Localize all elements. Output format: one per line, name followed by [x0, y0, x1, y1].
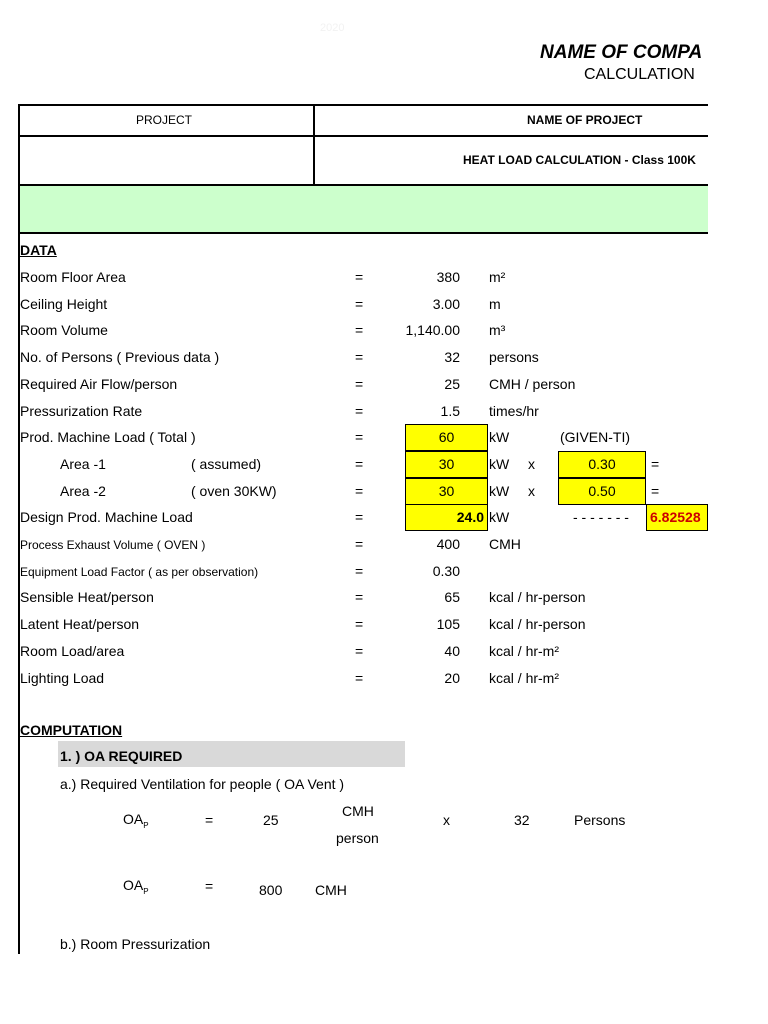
row-unit: kcal / hr-m² — [489, 670, 559, 686]
row-dashes: - - - - - - - — [573, 509, 629, 525]
row-value: 20 — [444, 670, 460, 686]
row-label: Room Floor Area — [20, 269, 126, 285]
row-value: 40 — [444, 643, 460, 659]
row-label: Prod. Machine Load ( Total ) — [20, 429, 196, 445]
formula1-equals: = — [205, 812, 214, 828]
green-banner — [20, 186, 708, 232]
yellow-value-cell — [405, 478, 488, 505]
row-unit: kW — [489, 509, 510, 525]
row-unit: kcal / hr-person — [489, 616, 586, 632]
row-unit: kcal / hr-m² — [489, 643, 559, 659]
row-value: 32 — [444, 349, 460, 365]
row-equals: = — [355, 643, 364, 659]
row-equals: = — [355, 429, 364, 445]
row-value: 60 — [438, 429, 455, 445]
row-equals: = — [355, 403, 364, 419]
table-row-divider — [18, 135, 708, 137]
row-label: Ceiling Height — [20, 296, 108, 312]
row-unit: CMH — [489, 536, 521, 552]
row-qualifier: ( oven 30KW) — [191, 483, 277, 499]
row-unit: m² — [489, 269, 506, 285]
formula2-equals: = — [205, 878, 214, 894]
row-value: 1.5 — [440, 403, 460, 419]
faint-header-text: 2020 — [320, 22, 345, 34]
row-value: 65 — [444, 589, 460, 605]
yellow-value-cell — [405, 424, 488, 451]
row-equals: = — [355, 589, 364, 605]
project-label: PROJECT — [136, 113, 193, 127]
oa-required-heading: 1. ) OA REQUIRED — [60, 748, 183, 764]
calculation-title: CALCULATION — [584, 66, 695, 83]
row-note: (GIVEN-TI) — [560, 429, 630, 445]
row-equals: = — [355, 483, 364, 499]
row-label: Required Air Flow/person — [20, 376, 178, 392]
row-unit: times/hr — [489, 403, 539, 419]
table-top-border — [18, 104, 708, 106]
row-label: Area -1 — [60, 456, 106, 472]
row-equals-2: = — [651, 483, 660, 499]
factor-value: 0.30 — [588, 456, 616, 472]
row-times: x — [528, 483, 535, 499]
row-value: 1,140.00 — [405, 322, 460, 338]
computation-title: COMPUTATION — [20, 722, 123, 738]
row-label: Sensible Heat/person — [20, 589, 154, 605]
row-label: Area -2 — [60, 483, 106, 499]
factor-cell — [558, 451, 646, 478]
row-value: 30 — [438, 456, 455, 472]
row-value: 30 — [438, 483, 455, 499]
formula1-times: x — [443, 812, 450, 828]
row-value: 24.0 — [456, 509, 484, 525]
formula1-symbol: $OA_P$ — [123, 811, 149, 830]
row-equals: = — [355, 456, 364, 472]
row-equals: = — [355, 509, 364, 525]
row-equals: = — [355, 536, 364, 552]
data-section-title: DATA — [20, 242, 57, 258]
row-label: Room Volume — [20, 322, 108, 338]
row-equals: = — [355, 269, 364, 285]
row-value: 25 — [444, 376, 460, 392]
factor-value: 0.50 — [588, 483, 616, 499]
result-value: 6.82528 — [650, 509, 701, 525]
row-equals: = — [355, 616, 364, 632]
row-times: x — [528, 456, 535, 472]
row-unit: kcal / hr-person — [489, 589, 586, 605]
row-value: 400 — [436, 536, 460, 552]
project-name: NAME OF PROJECT — [527, 113, 643, 127]
row-equals-2: = — [651, 456, 660, 472]
row-value: 105 — [436, 616, 460, 632]
row-unit: kW — [489, 429, 510, 445]
row-label: Pressurization Rate — [20, 403, 143, 419]
formula1-value: 25 — [263, 812, 279, 828]
row-label: Process Exhaust Volume ( OVEN ) — [20, 538, 206, 552]
result-cell — [646, 504, 708, 531]
row-equals: = — [355, 322, 364, 338]
row-unit: m³ — [489, 322, 506, 338]
row-qualifier: ( assumed) — [191, 456, 262, 472]
formula1-unit-top: CMH — [342, 803, 374, 819]
ventilation-subheading: a.) Required Ventilation for people ( OA Vent ) — [60, 776, 345, 792]
row-unit: persons — [489, 349, 539, 365]
table-column-divider — [313, 104, 315, 186]
factor-cell — [558, 478, 646, 505]
formula1-unit-bottom: person — [336, 830, 379, 846]
formula1-count-unit: Persons — [574, 812, 626, 828]
row-label: Latent Heat/person — [20, 616, 140, 632]
row-label: Design Prod. Machine Load — [20, 509, 193, 525]
row-unit: kW — [489, 456, 510, 472]
pressurization-subheading: b.) Room Pressurization — [60, 936, 211, 952]
row-equals: = — [355, 670, 364, 686]
yellow-value-cell — [405, 504, 488, 531]
row-unit: CMH / person — [489, 376, 576, 392]
row-label: Room Load/area — [20, 643, 125, 659]
table-bottom-border — [18, 232, 708, 234]
row-unit: m — [489, 296, 501, 312]
row-label: No. of Persons ( Previous data ) — [20, 349, 220, 365]
row-label: Lighting Load — [20, 670, 105, 686]
row-value: 0.30 — [432, 563, 460, 579]
formula2-value: 800 — [259, 882, 283, 898]
row-equals: = — [355, 296, 364, 312]
row-equals: = — [355, 349, 364, 365]
formula2-symbol: $OA_P$ — [123, 877, 149, 896]
company-name: NAME OF COMPA — [540, 42, 703, 63]
row-unit: kW — [489, 483, 510, 499]
yellow-value-cell — [405, 451, 488, 478]
formula2-unit: CMH — [315, 882, 347, 898]
row-equals: = — [355, 563, 364, 579]
row-equals: = — [355, 376, 364, 392]
row-label: Equipment Load Factor ( as per observation) — [20, 565, 259, 579]
row-value: 380 — [436, 269, 460, 285]
row-value: 3.00 — [432, 296, 460, 312]
heat-load-title: HEAT LOAD CALCULATION - Class 100K — [463, 153, 696, 167]
formula1-count: 32 — [514, 812, 530, 828]
